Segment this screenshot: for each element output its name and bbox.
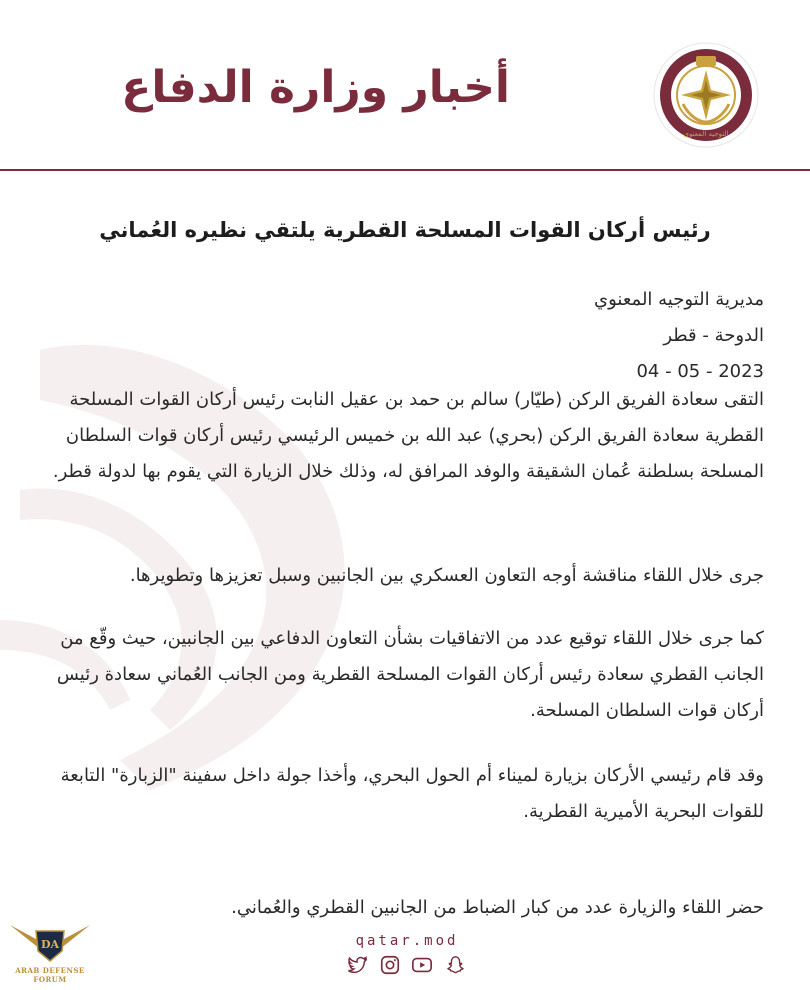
article-paragraph: التقى سعادة الفريق الركن (طيّار) سالم بن حمد بن عقيل النابت رئيس أركان القوات المسلحة القطرية سعادة الفريق الركن (بحري) عبد الله بن خميس الرئيسي رئيس أركان قوات السلطان المسلحة بسلطنة عُمان الشقيقة والوفد المرافق له، وذلك خلال الزيارة التي يقوم بها لدولة قطر. — [52, 389, 764, 482]
header-divider — [0, 169, 810, 171]
twitter-icon[interactable] — [346, 954, 368, 976]
page-header — [0, 0, 810, 170]
article-meta — [44, 282, 764, 390]
article-paragraph: جرى خلال اللقاء مناقشة أوجه التعاون العسكري بين الجانبين وسبل تعزيزها وتطويرها. — [129, 565, 764, 586]
social-handle: qatar.mod — [355, 933, 459, 949]
badge-monogram: DA — [40, 938, 60, 951]
ministry-emblem-icon — [653, 42, 759, 148]
article-paragraph: كما جرى خلال اللقاء توقيع عدد من الاتفاقيات بشأن التعاون الدفاعي بين الجانبين، حيث وقّع من الجانب القطري سعادة رئيس أركان القوات المسلحة القطرية ومن الجانب العُماني سعادة رئيس أركان قوات السلطان المسلحة. — [56, 628, 764, 721]
social-icons — [346, 954, 466, 978]
forum-badge-name: ARAB DEFENSE FORUM — [15, 966, 85, 984]
emblem-caption: التوجيه المعنوي — [683, 130, 729, 138]
article-source: مديرية التوجيه المعنوي — [594, 289, 764, 310]
snapchat-icon[interactable] — [444, 954, 466, 976]
article-date: 2023 - 05 - 04 — [636, 361, 764, 382]
article-location: الدوحة - قطر — [663, 325, 764, 346]
instagram-icon[interactable] — [379, 954, 401, 976]
page-title: أخبار وزارة الدفاع — [121, 62, 510, 113]
article-paragraph: وقد قام رئيسي الأركان بزيارة لميناء أم الحول البحري، وأخذا جولة داخل سفينة "الزبارة" التابعة للقوات البحرية الأميرية القطرية. — [60, 765, 764, 822]
article-paragraph: حضر اللقاء والزيارة عدد من كبار الضباط من الجانبين القطري والعُماني. — [231, 897, 764, 918]
youtube-icon[interactable] — [411, 954, 433, 976]
article-headline: رئيس أركان القوات المسلحة القطرية يلتقي نظيره العُماني — [99, 218, 711, 242]
